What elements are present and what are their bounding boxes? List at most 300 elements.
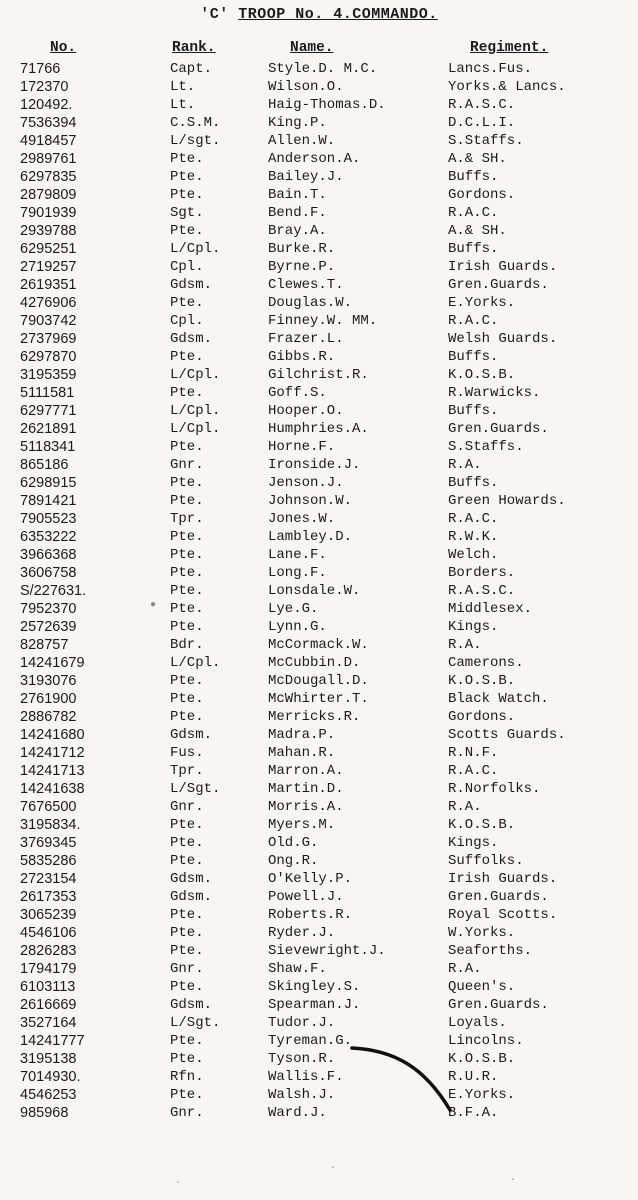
roster-row	[0, 78, 638, 96]
rank: Gdsm.	[170, 871, 213, 887]
service-number: 2989761	[20, 151, 77, 167]
service-number: 2621891	[20, 421, 77, 437]
regiment: Gordons.	[448, 709, 516, 725]
soldier-name: Morris.A.	[268, 799, 344, 815]
service-number: 6353222	[20, 529, 77, 545]
regiment: R.A.	[448, 961, 482, 977]
rank: Pte.	[170, 169, 204, 185]
service-number: 6297870	[20, 349, 77, 365]
soldier-name: Goff.S.	[268, 385, 327, 401]
rank: Cpl.	[170, 259, 204, 275]
soldier-name: Gibbs.R.	[268, 349, 336, 365]
roster-row	[0, 636, 638, 654]
roster-row	[0, 258, 638, 276]
service-number: 7014930.	[20, 1069, 81, 1085]
rank: Pte.	[170, 943, 204, 959]
rank: Fus.	[170, 745, 204, 761]
regiment: Gren.Guards.	[448, 997, 549, 1013]
regiment: Kings.	[448, 619, 499, 635]
rank: Pte.	[170, 439, 204, 455]
soldier-name: Tyreman.G.	[268, 1033, 353, 1049]
roster-row	[0, 852, 638, 870]
roster-list	[0, 60, 638, 1122]
soldier-name: Shaw.F.	[268, 961, 327, 977]
service-number: 7891421	[20, 493, 77, 509]
roster-row	[0, 978, 638, 996]
regiment: Borders.	[448, 565, 516, 581]
roster-row	[0, 420, 638, 438]
rank: Tpr.	[170, 763, 204, 779]
regiment: Royal Scotts.	[448, 907, 558, 923]
roster-row	[0, 312, 638, 330]
rank: Capt.	[170, 61, 213, 77]
regiment: Buffs.	[448, 349, 499, 365]
roster-row	[0, 870, 638, 888]
service-number: 3065239	[20, 907, 77, 923]
rank: L/sgt.	[170, 133, 221, 149]
regiment: R.A.	[448, 637, 482, 653]
rank: Gnr.	[170, 961, 204, 977]
soldier-name: Bailey.J.	[268, 169, 344, 185]
soldier-name: Frazer.L.	[268, 331, 344, 347]
regiment: Scotts Guards.	[448, 727, 566, 743]
roster-row	[0, 132, 638, 150]
soldier-name: Walsh.J.	[268, 1087, 336, 1103]
header-rank: Rank.	[172, 40, 216, 56]
rank: Tpr.	[170, 511, 204, 527]
regiment: Irish Guards.	[448, 871, 558, 887]
service-number: 7905523	[20, 511, 77, 527]
soldier-name: Ryder.J.	[268, 925, 336, 941]
regiment: B.F.A.	[448, 1105, 499, 1121]
roster-row	[0, 546, 638, 564]
soldier-name: Jenson.J.	[268, 475, 344, 491]
regiment: R.Warwicks.	[448, 385, 541, 401]
regiment: Yorks.& Lancs.	[448, 79, 566, 95]
soldier-name: Wilson.O.	[268, 79, 344, 95]
service-number: 985968	[20, 1105, 69, 1121]
service-number: 7676500	[20, 799, 77, 815]
rank: Gdsm.	[170, 331, 213, 347]
soldier-name: Martin.D.	[268, 781, 344, 797]
rank: Pte.	[170, 1033, 204, 1049]
roster-row	[0, 1014, 638, 1032]
service-number: 2879809	[20, 187, 77, 203]
roster-row	[0, 510, 638, 528]
soldier-name: McDougall.D.	[268, 673, 369, 689]
rank: Pte.	[170, 529, 204, 545]
soldier-name: Gilchrist.R.	[268, 367, 369, 383]
regiment: Suffolks.	[448, 853, 524, 869]
service-number: 14241713	[20, 763, 85, 779]
service-number: 2616669	[20, 997, 77, 1013]
service-number: 14241680	[20, 727, 85, 743]
service-number: 2826283	[20, 943, 77, 959]
roster-row	[0, 834, 638, 852]
regiment: Gren.Guards.	[448, 889, 549, 905]
service-number: 828757	[20, 637, 69, 653]
roster-row	[0, 600, 638, 618]
service-number: 3193076	[20, 673, 77, 689]
service-number: 2939788	[20, 223, 77, 239]
regiment: R.A.C.	[448, 511, 499, 527]
rank: Gdsm.	[170, 997, 213, 1013]
soldier-name: Lynn.G.	[268, 619, 327, 635]
roster-row	[0, 564, 638, 582]
soldier-name: Hooper.O.	[268, 403, 344, 419]
rank: Pte.	[170, 187, 204, 203]
regiment: Welsh Guards.	[448, 331, 558, 347]
regiment: Kings.	[448, 835, 499, 851]
roster-row	[0, 474, 638, 492]
rank: Pte.	[170, 349, 204, 365]
service-number: 3606758	[20, 565, 77, 581]
soldier-name: Roberts.R.	[268, 907, 353, 923]
service-number: 5118341	[20, 439, 76, 455]
rank: Bdr.	[170, 637, 204, 653]
soldier-name: Finney.W. MM.	[268, 313, 378, 329]
soldier-name: Tyson.R.	[268, 1051, 336, 1067]
soldier-name: Bray.A.	[268, 223, 327, 239]
rank: Pte.	[170, 673, 204, 689]
regiment: Irish Guards.	[448, 259, 558, 275]
soldier-name: Jones.W.	[268, 511, 336, 527]
roster-row	[0, 60, 638, 78]
service-number: 7901939	[20, 205, 77, 221]
soldier-name: Tudor.J.	[268, 1015, 336, 1031]
rank: Pte.	[170, 223, 204, 239]
regiment: Green Howards.	[448, 493, 566, 509]
roster-row	[0, 294, 638, 312]
service-number: 120492.	[20, 97, 73, 113]
soldier-name: McCormack.W.	[268, 637, 369, 653]
header-name: Name.	[290, 40, 334, 56]
regiment: Camerons.	[448, 655, 524, 671]
document-title	[0, 6, 638, 23]
regiment: R.U.R.	[448, 1069, 499, 1085]
service-number: 4918457	[20, 133, 77, 149]
soldier-name: Allen.W.	[268, 133, 336, 149]
regiment: Lincolns.	[448, 1033, 524, 1049]
roster-row	[0, 1050, 638, 1068]
service-number: 6298915	[20, 475, 77, 491]
soldier-name: Mahan.R.	[268, 745, 336, 761]
roster-row	[0, 330, 638, 348]
regiment: R.A.	[448, 799, 482, 815]
rank: Pte.	[170, 583, 204, 599]
service-number: 14241679	[20, 655, 85, 671]
soldier-name: Burke.R.	[268, 241, 336, 257]
rank: Lt.	[170, 79, 196, 95]
soldier-name: Myers.M.	[268, 817, 336, 833]
regiment: Welch.	[448, 547, 499, 563]
soldier-name: Anderson.A.	[268, 151, 361, 167]
rank: Pte.	[170, 925, 204, 941]
rank: Pte.	[170, 547, 204, 563]
roster-row	[0, 654, 638, 672]
rank: L/Cpl.	[170, 655, 221, 671]
service-number: 2572639	[20, 619, 77, 635]
service-number: 3527164	[20, 1015, 77, 1031]
roster-row	[0, 276, 638, 294]
roster-row	[0, 528, 638, 546]
roster-row	[0, 924, 638, 942]
roster-row	[0, 150, 638, 168]
rank: Lt.	[170, 97, 196, 113]
roster-row	[0, 1068, 638, 1086]
soldier-name: Lane.F.	[268, 547, 327, 563]
roster-row	[0, 204, 638, 222]
rank: Pte.	[170, 475, 204, 491]
soldier-name: Clewes.T.	[268, 277, 344, 293]
service-number: 6297771	[20, 403, 77, 419]
service-number: 1794179	[20, 961, 77, 977]
soldier-name: Humphries.A.	[268, 421, 369, 437]
soldier-name: Style.D. M.C.	[268, 61, 378, 77]
regiment: Seaforths.	[448, 943, 533, 959]
regiment: K.O.S.B.	[448, 367, 516, 383]
service-number: 14241638	[20, 781, 85, 797]
service-number: 14241777	[20, 1033, 85, 1049]
service-number: 4276906	[20, 295, 77, 311]
regiment: Queen's.	[448, 979, 516, 995]
regiment: Gordons.	[448, 187, 516, 203]
roster-row	[0, 1086, 638, 1104]
regiment: D.C.L.I.	[448, 115, 516, 131]
roster-row	[0, 240, 638, 258]
rank: Pte.	[170, 1087, 204, 1103]
roster-row	[0, 114, 638, 132]
service-number: 865186	[20, 457, 69, 473]
regiment: S.Staffs.	[448, 133, 524, 149]
regiment: Gren.Guards.	[448, 421, 549, 437]
rank: Gdsm.	[170, 277, 213, 293]
soldier-name: Spearman.J.	[268, 997, 361, 1013]
rank: Gdsm.	[170, 889, 213, 905]
roster-row	[0, 816, 638, 834]
regiment: R.A.	[448, 457, 482, 473]
soldier-name: Powell.J.	[268, 889, 344, 905]
roster-row	[0, 762, 638, 780]
soldier-name: Byrne.P.	[268, 259, 336, 275]
roster-row	[0, 996, 638, 1014]
regiment: Black Watch.	[448, 691, 549, 707]
service-number: 3195834.	[20, 817, 81, 833]
regiment: Middlesex.	[448, 601, 533, 617]
regiment: R.W.K.	[448, 529, 499, 545]
roster-row	[0, 744, 638, 762]
soldier-name: Bend.F.	[268, 205, 327, 221]
header-regiment: Regiment.	[470, 40, 549, 56]
rank: Gdsm.	[170, 727, 213, 743]
roster-row	[0, 708, 638, 726]
service-number: 7952370	[20, 601, 77, 617]
roster-row	[0, 726, 638, 744]
service-number: 5835286	[20, 853, 77, 869]
regiment: K.O.S.B.	[448, 817, 516, 833]
roster-row	[0, 402, 638, 420]
service-number: 2719257	[20, 259, 77, 275]
soldier-name: Bain.T.	[268, 187, 327, 203]
service-number: 5111581	[20, 385, 75, 401]
roster-row	[0, 492, 638, 510]
regiment: W.Yorks.	[448, 925, 516, 941]
regiment: R.A.C.	[448, 763, 499, 779]
service-number: 3966368	[20, 547, 77, 563]
roster-row	[0, 186, 638, 204]
rank: C.S.M.	[170, 115, 221, 131]
soldier-name: Ong.R.	[268, 853, 319, 869]
rank: Gnr.	[170, 457, 204, 473]
roster-row	[0, 780, 638, 798]
regiment: R.N.F.	[448, 745, 499, 761]
regiment: R.A.C.	[448, 313, 499, 329]
soldier-name: Sievewright.J.	[268, 943, 386, 959]
rank: L/Cpl.	[170, 403, 221, 419]
roster-row	[0, 1032, 638, 1050]
rank: Pte.	[170, 565, 204, 581]
regiment: E.Yorks.	[448, 295, 516, 311]
service-number: 2737969	[20, 331, 77, 347]
roster-row	[0, 438, 638, 456]
soldier-name: McCubbin.D.	[268, 655, 361, 671]
service-number: 2761900	[20, 691, 77, 707]
roster-row	[0, 168, 638, 186]
regiment: E.Yorks.	[448, 1087, 516, 1103]
regiment: S.Staffs.	[448, 439, 524, 455]
regiment: Buffs.	[448, 475, 499, 491]
rank: Pte.	[170, 835, 204, 851]
rank: Pte.	[170, 151, 204, 167]
regiment: R.A.S.C.	[448, 97, 516, 113]
roster-row	[0, 960, 638, 978]
roster-row	[0, 384, 638, 402]
service-number: 4546253	[20, 1087, 77, 1103]
service-number: S/227631.	[20, 583, 87, 599]
rank: Pte.	[170, 493, 204, 509]
soldier-name: Ward.J.	[268, 1105, 327, 1121]
service-number: 71766	[20, 61, 61, 77]
soldier-name: Old.G.	[268, 835, 319, 851]
service-number: 7536394	[20, 115, 77, 131]
regiment: K.O.S.B.	[448, 1051, 516, 1067]
service-number: 3195359	[20, 367, 77, 383]
rank: Pte.	[170, 1051, 204, 1067]
regiment: Buffs.	[448, 241, 499, 257]
roster-row	[0, 798, 638, 816]
soldier-name: Merricks.R.	[268, 709, 361, 725]
rank: Pte.	[170, 691, 204, 707]
soldier-name: King.P.	[268, 115, 327, 131]
rank: L/Cpl.	[170, 241, 221, 257]
soldier-name: Wallis.F.	[268, 1069, 344, 1085]
service-number: 6297835	[20, 169, 77, 185]
soldier-name: Lye.G.	[268, 601, 319, 617]
title-main: TROOP No. 4.COMMANDO.	[238, 6, 438, 23]
soldier-name: Horne.F.	[268, 439, 336, 455]
soldier-name: Haig-Thomas.D.	[268, 97, 386, 113]
rank: Pte.	[170, 907, 204, 923]
roster-row	[0, 942, 638, 960]
service-number: 14241712	[20, 745, 85, 761]
header-no: No.	[50, 40, 77, 56]
roster-row	[0, 618, 638, 636]
regiment: Lancs.Fus.	[448, 61, 533, 77]
service-number: 2723154	[20, 871, 77, 887]
regiment: A.& SH.	[448, 223, 507, 239]
roster-row	[0, 906, 638, 924]
service-number: 3769345	[20, 835, 77, 851]
rank: Pte.	[170, 619, 204, 635]
roster-row	[0, 690, 638, 708]
regiment: Loyals.	[448, 1015, 507, 1031]
service-number: 172370	[20, 79, 69, 95]
soldier-name: O'Kelly.P.	[268, 871, 353, 887]
roster-row	[0, 888, 638, 906]
soldier-name: Lonsdale.W.	[268, 583, 361, 599]
column-headers	[0, 40, 638, 60]
regiment: Buffs.	[448, 403, 499, 419]
rank: L/Cpl.	[170, 367, 221, 383]
soldier-name: Madra.P.	[268, 727, 336, 743]
rank: Pte.	[170, 709, 204, 725]
soldier-name: Douglas.W.	[268, 295, 353, 311]
roster-row	[0, 366, 638, 384]
soldier-name: Lambley.D.	[268, 529, 353, 545]
rank: Pte.	[170, 853, 204, 869]
service-number: 6103113	[20, 979, 76, 995]
regiment: R.A.S.C.	[448, 583, 516, 599]
soldier-name: Long.F.	[268, 565, 327, 581]
roster-row	[0, 582, 638, 600]
regiment: Buffs.	[448, 169, 499, 185]
rank: Pte.	[170, 601, 204, 617]
rank: Gnr.	[170, 1105, 204, 1121]
soldier-name: McWhirter.T.	[268, 691, 369, 707]
rank: Cpl.	[170, 313, 204, 329]
regiment: A.& SH.	[448, 151, 507, 167]
rank: L/Sgt.	[170, 781, 221, 797]
soldier-name: Marron.A.	[268, 763, 344, 779]
regiment: K.O.S.B.	[448, 673, 516, 689]
rank: L/Sgt.	[170, 1015, 221, 1031]
title-prefix: 'C'	[200, 6, 229, 23]
roster-row	[0, 96, 638, 114]
roster-row	[0, 222, 638, 240]
regiment: R.Norfolks.	[448, 781, 541, 797]
service-number: 6295251	[20, 241, 77, 257]
soldier-name: Johnson.W.	[268, 493, 353, 509]
soldier-name: Skingley.S.	[268, 979, 361, 995]
rank: Pte.	[170, 385, 204, 401]
rank: Pte.	[170, 817, 204, 833]
rank: L/Cpl.	[170, 421, 221, 437]
service-number: 2619351	[20, 277, 77, 293]
roster-row	[0, 348, 638, 366]
roster-row	[0, 456, 638, 474]
rank: Pte.	[170, 979, 204, 995]
service-number: 3195138	[20, 1051, 77, 1067]
regiment: R.A.C.	[448, 205, 499, 221]
roster-row	[0, 672, 638, 690]
soldier-name: Ironside.J.	[268, 457, 361, 473]
service-number: 4546106	[20, 925, 77, 941]
service-number: 2886782	[20, 709, 77, 725]
rank: Sgt.	[170, 205, 204, 221]
rank: Pte.	[170, 295, 204, 311]
roster-row	[0, 1104, 638, 1122]
service-number: 7903742	[20, 313, 77, 329]
